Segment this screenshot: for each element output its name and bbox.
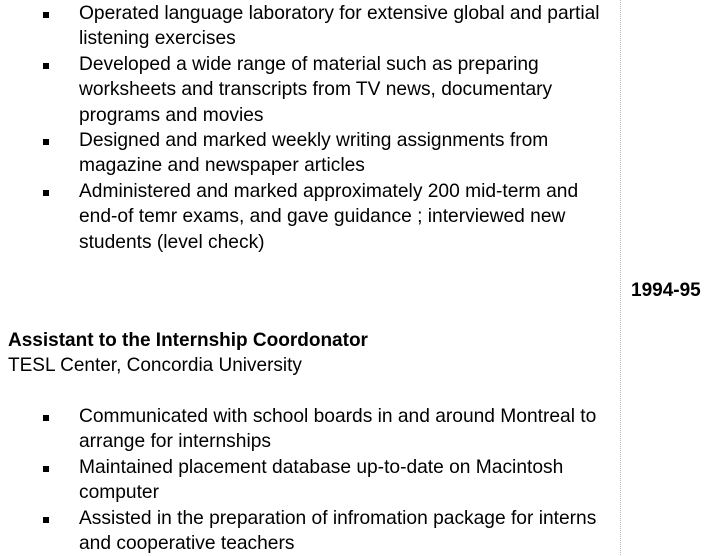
bullet-icon [43, 466, 49, 472]
column-divider [620, 0, 621, 555]
duty-text: Assisted in the preparation of infromation package for interns and cooperative teachers [79, 507, 597, 555]
previous-duties-list [0, 1, 620, 255]
list-item [0, 1, 610, 52]
job-title: Assistant to the Internship Coordonator [8, 330, 368, 351]
bullet-icon [43, 190, 49, 196]
bullet-icon [43, 12, 49, 18]
list-item [0, 455, 610, 506]
duty-text: Administered and marked approximately 200 mid-term and end-of temr exams, and gave guidance ; interviewed new students (level check) [79, 180, 579, 253]
list-item [0, 128, 610, 179]
duty-text: Developed a wide range of material such as preparing worksheets and transcripts from TV news, documentary programs and movies [79, 53, 553, 126]
list-item [0, 179, 610, 255]
bullet-icon [43, 63, 49, 69]
bullet-icon [43, 415, 49, 421]
list-item [0, 404, 610, 455]
bullet-icon [43, 517, 49, 523]
duty-text: Operated language laboratory for extensive global and partial listening exercises [79, 3, 600, 50]
list-item [0, 506, 610, 556]
bullet-icon [43, 139, 49, 145]
duty-text: Designed and marked weekly writing assignments from magazine and newspaper articles [79, 130, 549, 177]
duty-text: Maintained placement database up-to-date on Macintosh computer [79, 456, 564, 504]
position-duties-list [0, 404, 620, 556]
position-years: 1994-95 [631, 280, 701, 301]
list-item [0, 52, 610, 128]
duty-text: Communicated with school boards in and around Montreal to arrange for internships [79, 406, 597, 453]
employer-name: TESL Center, Concordia University [8, 355, 302, 376]
